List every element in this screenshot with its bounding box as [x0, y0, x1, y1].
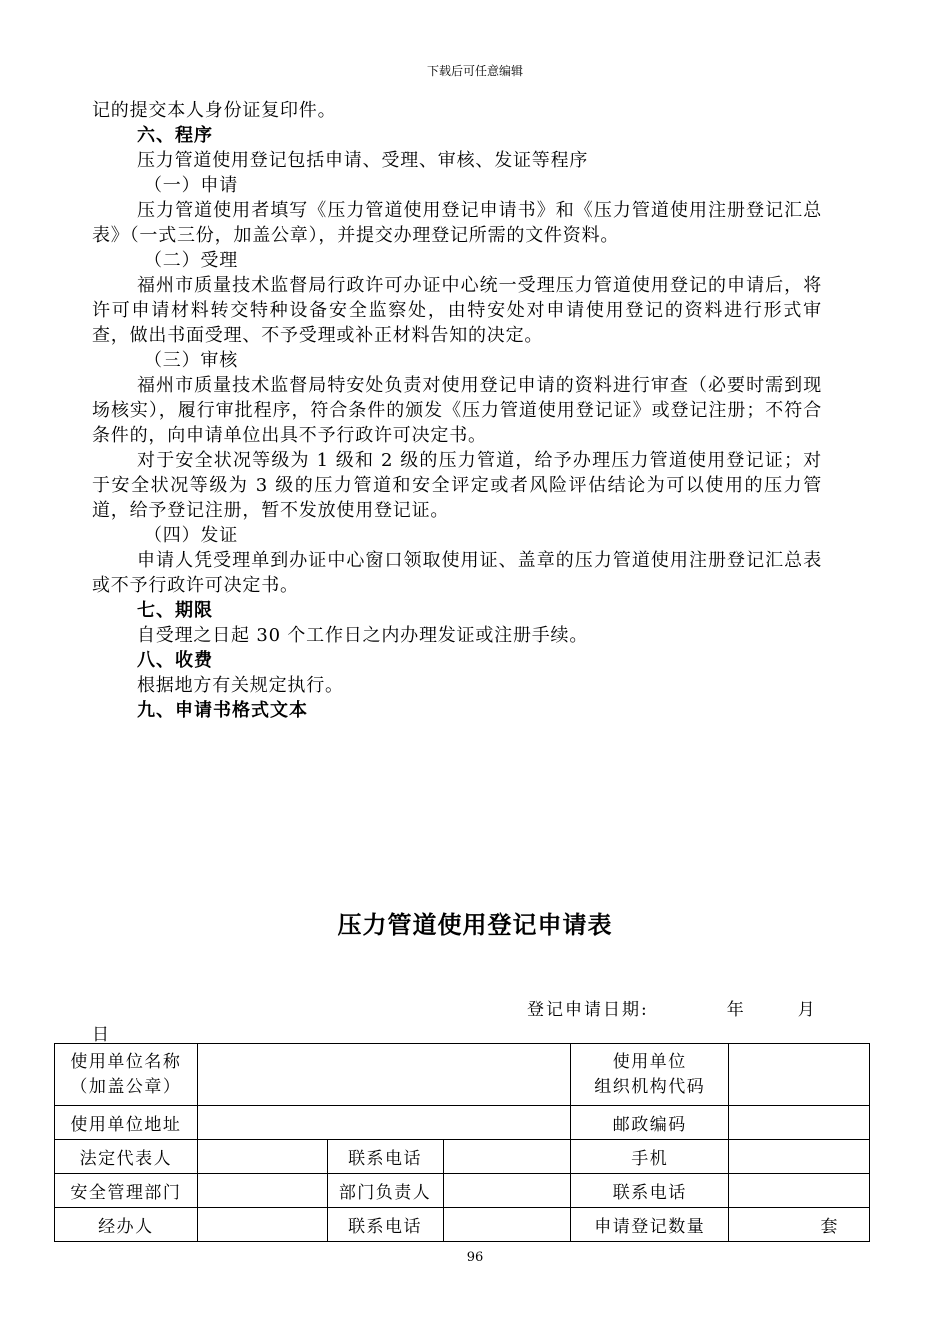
quantity-field[interactable] [729, 1208, 870, 1242]
page-number: 96 [466, 1250, 484, 1265]
unit-name-label: 使用单位名称 [70, 1051, 182, 1072]
year-label: 年 [726, 1000, 746, 1020]
application-form-table [54, 1043, 870, 1242]
day-label: 日 [92, 1025, 109, 1045]
address-label: 使用单位地址 [55, 1106, 198, 1140]
paragraph: 对于安全状况等级为 1 级和 2 级的压力管道，给予办理压力管道使用登记证；对于安全状况等级为 3 级的压力管道和安全评定或者风险评估结论为可以使用的压力管道，给予登记注册，暂不发放使用登记证。 [92, 450, 822, 521]
org-code-label-2: 组织机构代码 [594, 1076, 706, 1097]
paragraph: 压力管道使用者填写《压力管道使用登记申请书》和《压力管道使用注册登记汇总表》（一式三份，加盖公章），并提交办理登记所需的文件资料。 [92, 200, 822, 246]
label-cell [55, 1044, 198, 1106]
handler-phone-field[interactable] [443, 1208, 571, 1242]
application-date-line [527, 995, 817, 1020]
subheading-accept: （二）受理 [144, 250, 238, 271]
phone-label: 联系电话 [327, 1208, 443, 1242]
table-row [55, 1044, 870, 1106]
safety-dept-label: 安全管理部门 [55, 1174, 198, 1208]
section-heading-deadline: 七、期限 [137, 600, 213, 621]
month-label: 月 [797, 1000, 817, 1020]
org-code-field[interactable] [729, 1044, 870, 1106]
org-code-label-1: 使用单位 [612, 1051, 687, 1072]
legal-rep-label: 法定代表人 [55, 1140, 198, 1174]
section-heading-procedure: 六、程序 [137, 125, 213, 146]
paragraph: 压力管道使用登记包括申请、受理、审核、发证等程序 [137, 150, 589, 171]
quantity-unit: 套 [820, 1217, 839, 1237]
date-label: 登记申请日期: [527, 1000, 649, 1020]
paragraph: 福州市质量技术监督局特安处负责对使用登记申请的资料进行审查（必要时需到现场核实），履行审批程序，符合条件的颁发《压力管道使用登记证》或登记注册；不符合条件的，向申请单位出具不予行政许可决定书。 [92, 375, 822, 446]
dept-phone-field[interactable] [729, 1174, 870, 1208]
paragraph: 根据地方有关规定执行。 [137, 675, 344, 696]
legal-rep-field[interactable] [197, 1140, 327, 1174]
page-header: 下载后可任意编辑 [426, 64, 523, 78]
quantity-label: 申请登记数量 [571, 1208, 729, 1242]
document-body [92, 98, 822, 723]
paragraph: 申请人凭受理单到办证中心窗口领取使用证、盖章的压力管道使用注册登记汇总表或不予行政许可决定书。 [92, 550, 822, 596]
paragraph: 自受理之日起 30 个工作日之内办理发证或注册手续。 [137, 625, 589, 646]
phone-label: 联系电话 [327, 1140, 443, 1174]
safety-dept-field[interactable] [197, 1174, 327, 1208]
handler-field[interactable] [197, 1208, 327, 1242]
unit-name-field[interactable] [197, 1044, 570, 1106]
dept-head-field[interactable] [443, 1174, 571, 1208]
section-heading-template: 九、申请书格式文本 [137, 700, 308, 721]
subheading-review: （三）审核 [144, 350, 238, 371]
table-row [55, 1174, 870, 1208]
paragraph: 记的提交本人身份证复印件。 [92, 100, 337, 121]
form-title: 压力管道使用登记申请表 [337, 911, 613, 939]
label-cell [571, 1044, 729, 1106]
seal-label: （加盖公章） [70, 1076, 182, 1097]
postcode-field[interactable] [729, 1106, 870, 1140]
section-heading-fees: 八、收费 [137, 650, 213, 671]
postcode-label: 邮政编码 [571, 1106, 729, 1140]
mobile-field[interactable] [729, 1140, 870, 1174]
table-row [55, 1106, 870, 1140]
table-row [55, 1140, 870, 1174]
paragraph: 福州市质量技术监督局行政许可办证中心统一受理压力管道使用登记的申请后，将许可申请材料转交特种设备安全监察处，由特安处对申请使用登记的资料进行形式审查，做出书面受理、不予受理或补正材料告知的决定。 [92, 275, 822, 346]
phone-field[interactable] [443, 1140, 571, 1174]
table-row [55, 1208, 870, 1242]
subheading-issue: （四）发证 [144, 525, 238, 546]
handler-label: 经办人 [55, 1208, 198, 1242]
dept-head-label: 部门负责人 [327, 1174, 443, 1208]
phone-label: 联系电话 [571, 1174, 729, 1208]
subheading-apply: （一）申请 [144, 175, 238, 196]
mobile-label: 手机 [571, 1140, 729, 1174]
address-field[interactable] [197, 1106, 570, 1140]
